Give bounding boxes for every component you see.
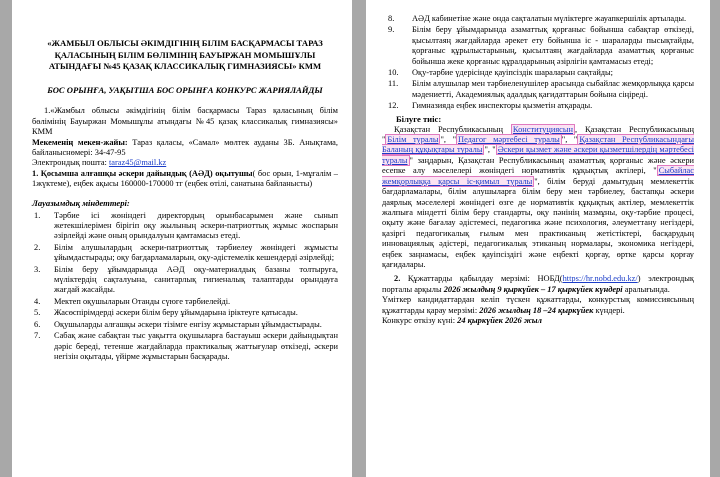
list-text: Гимназияда еңбек инспекторы қызметін атқарады. [412,101,593,111]
duties-heading: Лауазымдық міндеттері: [32,197,130,208]
list-number: 8. [388,14,395,23]
vacancy-line [32,169,338,190]
list-item [382,25,694,67]
email-label: Электрондық пошта: [32,158,109,168]
list-item [382,68,694,78]
requirements-paragraph [382,125,694,271]
address-value: Тараз қаласы, «Самал» мөлтек ауданы 3Б. Анықтама, байланыснөмері: 34-47-95 [32,137,338,157]
list-number: 5. [34,308,41,318]
law-link-military-service[interactable]: Әскери қызмет және әскери қызметшілердің мәртебесі туралы [382,145,695,165]
list-number: 1. [34,210,41,220]
law-link-teacher-status[interactable]: Педагог мәртебесі туралы [458,135,560,145]
intro-paragraph: 1.«Жамбыл облысы әкімдігінің білім басқармасы Тараз қаласының білім бөлімінің Бауыржан Момышұлы атындағы №45 қазақ классикалық гимназиясы» КММ [32,106,338,137]
list-item [32,265,338,296]
law-link-constitution[interactable]: Конституциясын [512,124,573,134]
deadline-number: 2. [394,274,401,284]
req-text: ", " [484,145,496,155]
req-text: Қазақстан Республикасының [394,124,511,134]
list-number: 9. [388,25,395,35]
deadline-text: ) электрондық порталы арқылы [382,274,694,294]
list-text: Сабақ және сабақтан тыс уақытта оқушыларға бастауыш әскери дайындықтан дәріс береді, тетенше жағдайларда практикалық жаттығулар өткізеді, әскери негізін оқытады, үйірме жұмыстарын басқарады. [54,331,338,361]
req-text: ", " [440,135,457,145]
review-text: Үміткер кандидаттардан келіп түскен құжаттарды, конкурстық комиссиясының құжаттарды қарау мерзімі: [382,295,694,315]
announcement-heading: БОС ОРЫНҒА, УАҚЫТША БОС ОРЫНҒА КОНКУРС ЖАРИЯЛАЙДЫ [47,84,323,95]
review-end: күндері. [593,305,625,315]
list-text: АӘД кабинетіне және онда сақталатын мүліктерге жауапкершілік артылады. [412,14,687,23]
list-item [32,297,338,307]
list-text: Білім беру ұйымдарында азаматтық қорғаныс бойынша сабақтар өткізеді, қысылтаяң жағдайларда әрекет ету бойынша іс - шараларды пысықтайды, қорғаныс құрылыстарының, қысылтаяң жағдайларда азаматтық қорғаныс бойынша жеке қорғаныс құралдарының әзірлігін қамтамасыз етеді; [412,25,694,66]
deadline-label: Құжаттарды қабылдау мерзімі: НОБД( [407,274,563,284]
email-link[interactable]: taraz45@mail.kz [108,158,167,168]
req-text: , Қазақстан Республикасының " [382,124,695,145]
list-item [382,101,694,111]
vacancy-title: 1. Қосымша алғашқы әскери дайындық (АӘД) оқытушы [32,168,253,178]
vacancy-details: ( бос орын, 1-мұғалім –1жүктеме), еңбек ақысы 160000-170000 тг (еңбек өтілі, санатына байланысты) [32,168,338,189]
list-number: 10. [388,68,399,78]
document-title: «ЖАМБЫЛ ОБЛЫСЫ ӘКІМДІГІНІҢ БІЛІМ БАСҚАРМАСЫ ТАРАЗ ҚАЛАСЫНЫҢ БІЛІМ БӨЛІМІНІҢ БАУЫРЖАН МОМЫШҰЛЫ АТЫНДАҒЫ №45 ҚАЗАҚ КЛАССИКАЛЫҚ ГИМНАЗИЯСЫ» КММ [47,38,323,72]
list-item [382,14,694,24]
law-link-education[interactable]: Білім туралы [387,135,439,145]
req-text: " заңдарын, Қазақстан Республикасының азаматтық қорғаныс және әскери есепке алу мәселелері жөніндегі нормативтік құқықтық актілері, " [382,155,694,176]
list-text: Оқушыларды алғашқы әскери тізімге енгізу жұмыстарын ұйымдастырады. [54,319,322,329]
deadline-end: аралығында. [622,284,670,294]
list-text: Білім алушылардың әскери-патриоттық тәрбиелеу жөніндегі жұмысты ұйымдастырады; оқу бағдарламаларын, оқу-әдістемелік кешендерді әзірлейді; [54,242,338,263]
list-text: Оқу-тәрбие үдерісінде қауіпсіздік шараларын сақтайды; [412,68,614,78]
contest-date: 24 қыркүйек 2026 жыл [457,315,542,325]
list-number: 11. [388,79,399,89]
list-item [32,331,338,362]
email-line [32,158,338,168]
list-text: Жасөспірімдерді әскери білім беру ұйымдарына іріктеуге қатысады. [54,308,298,318]
contest-date-line [382,316,694,326]
contest-label: Конкурс өткізу күні: [382,315,458,325]
deadline-paragraph [382,274,694,295]
review-dates: 2026 жылдың 18 –24 қыркүйек [479,305,594,315]
nobd-portal-link[interactable]: https://hr.nobd.edu.kz/ [562,274,638,284]
list-text: Тәрбие ісі жөніндегі директордың орынбасарымен және сынып жетекшілерімен бірігіп оқу жылының әскери-патриоттық жұмыс жоспарын әзірлейді және оның орындалуын қамтамасыз етеді. [54,210,338,241]
list-number: 2. [34,242,41,252]
list-number: 6. [34,319,41,329]
law-link-anti-corruption[interactable]: Сыбайлас жемқорлыққа қарсы іс-қимыл туралы [382,166,694,186]
list-number: 7. [34,331,41,341]
list-number: 12. [388,101,399,111]
list-item [32,243,338,264]
address-label: Мекеменің мекен-жайы: [32,137,128,147]
list-number: 4. [34,296,41,306]
requirements-heading: Білуге тиіс: [396,113,442,124]
duties-list [32,211,338,363]
page-right [366,0,710,477]
page-left [12,0,352,477]
list-item [32,320,338,330]
req-text: ", білім беруді дамытудың мемлекеттік бағдарламалары, білім алушыларға білім беру мен тәрбиелеу, бастапқы әскери даярлық мәселелері жөніндегі өзге де нормативтік құқықтық актілер, мемлекеттік жалпыға міндетті білім беру стандарты, оқу пәнінің мазмұны, оқу-тәрбие процесі, оқыту және бағалау әдістемесі, педагогика және психология, әлеуметтану негіздері, қазіргі педагогикалық ғылым мен практиканың жетістіктері, басқарудың инновациялық әдістері, педагогикалық этиканың нормалары, экономика негіздері, еңбек заңнамасы, еңбек қауіпсіздігі және еңбекті қорғау, өртке қарсы қорғау қағидалары. [382,176,694,269]
list-item [382,79,694,100]
review-paragraph [382,295,694,316]
address-line [32,138,338,159]
list-text: Білім алушылар мен тәрбиеленушілер арасында сыбайлас жемқорлыққа қарсы мәдениетті, Академиялық адалдық қағидаттарын бойына сіңіреді. [412,79,694,99]
duties-list-continued [382,14,694,112]
list-item [32,211,338,242]
list-text: Мектеп оқушыларын Отанды сүюге тәрбиелейді. [54,296,231,306]
list-item [32,308,338,318]
list-number: 3. [34,264,41,274]
req-text: ", " [561,135,578,145]
deadline-dates: 2026 жылдың 9 қыркүйек – 17 қыркүйек күндері [443,284,623,294]
law-link-child-rights[interactable]: Қазақстан Республикасындағы Баланың құқықтары туралы [382,135,694,155]
list-text: Білім беру ұйымдарында АӘД оқу-материалдық базаны толтыруға, мүліктердің сақталуына, санитарлық гигиеналық талаптарды орындауға жағдай жасайды. [54,264,338,295]
